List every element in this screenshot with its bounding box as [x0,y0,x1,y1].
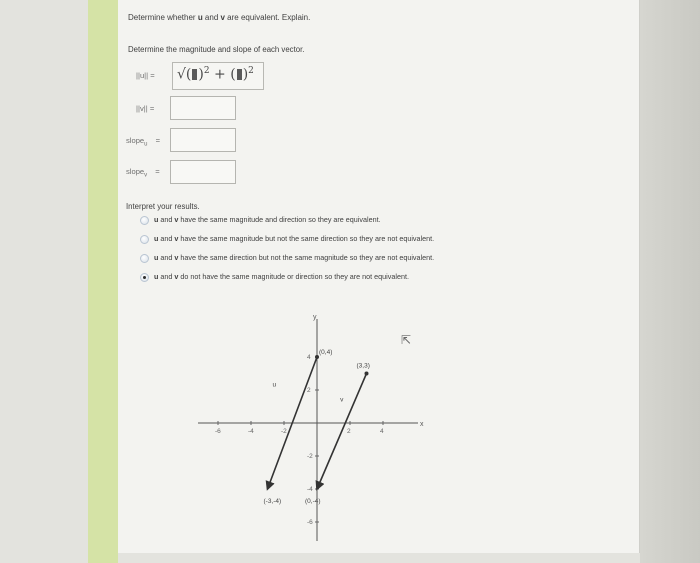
mag-v-label: ||v|| = [136,104,155,113]
graph-label: v [340,396,344,404]
vectors [268,355,369,489]
side-strip [88,0,118,563]
y-tick-label: -2 [307,453,313,460]
axes [198,314,424,541]
question-panel: Determine whether u and v are equivalent. Explain. Determine the magnitude and slope of each vector. ||u|| = √( )$^2$ + ( )$^2$ ||v|| = slope$_u$ = slope$_v$ = Interpret your results. u and v have the same magnitude and direction so they are equivalent. u and v have the same magnitude but not the same direction so they are not equivalent. u and v have the same direction but not the same magnitude so they are not equivalent. u and v do not have the same magnitude or direction so they are not equivalent. y x -6 -4 -2 2 4 4 2 -2 -4 -6 (0,4) (3,3) (-3,-4) (0,-4) u v ⇱ [118,0,640,553]
mag-v-input[interactable] [170,96,236,120]
mag-u-label: ||u|| = [136,71,155,80]
slope-u-label: slope$_u$ = [126,136,161,148]
radio-option-4[interactable] [140,273,149,282]
slope-v-input[interactable] [170,160,236,184]
graph-label: u [272,381,277,389]
x-tick-label: -6 [215,428,221,435]
slope-u-input[interactable] [170,128,236,152]
radio-option-3[interactable] [140,254,149,263]
slope-v-label: slope$_v$ = [126,167,160,179]
y-tick-label: 2 [307,387,311,394]
instruction-text: Determine the magnitude and slope of each vector. [128,45,305,54]
graph-label: (0,-4) [305,498,321,505]
x-axis-label: x [420,421,424,428]
graph-label: (0,4) [319,349,333,356]
vector-graph [193,305,433,545]
x-tick-label: -4 [248,428,254,435]
vector-v-line [317,374,367,490]
x-tick-label: -2 [281,428,287,435]
x-tick-label: 2 [347,428,351,435]
background-right [640,0,700,563]
sqrt-formula: √( )$^2$ + ( )$^2$ [177,66,254,83]
y-tick-label: 4 [307,354,311,361]
graph-label: (-3,-4) [263,498,282,505]
magnitude-formula [172,62,264,90]
input-slot-2[interactable] [237,69,242,80]
x-tick-label: 4 [380,428,384,435]
y-tick-label: -6 [307,519,313,526]
graph-label: (3,3) [356,362,370,370]
y-axis-label: y [313,314,317,321]
input-slot-1[interactable] [192,69,197,80]
tick-labels [215,354,384,526]
question-title: Determine whether u and v are equivalent. Explain. [128,13,311,22]
pointer-cursor-icon: ⇱ [401,333,412,347]
y-tick-label: -4 [307,486,313,493]
interpret-label: Interpret your results. [126,202,200,211]
radio-option-2[interactable] [140,235,149,244]
radio-option-1[interactable] [140,216,149,225]
vector-v-start-point [365,372,369,376]
